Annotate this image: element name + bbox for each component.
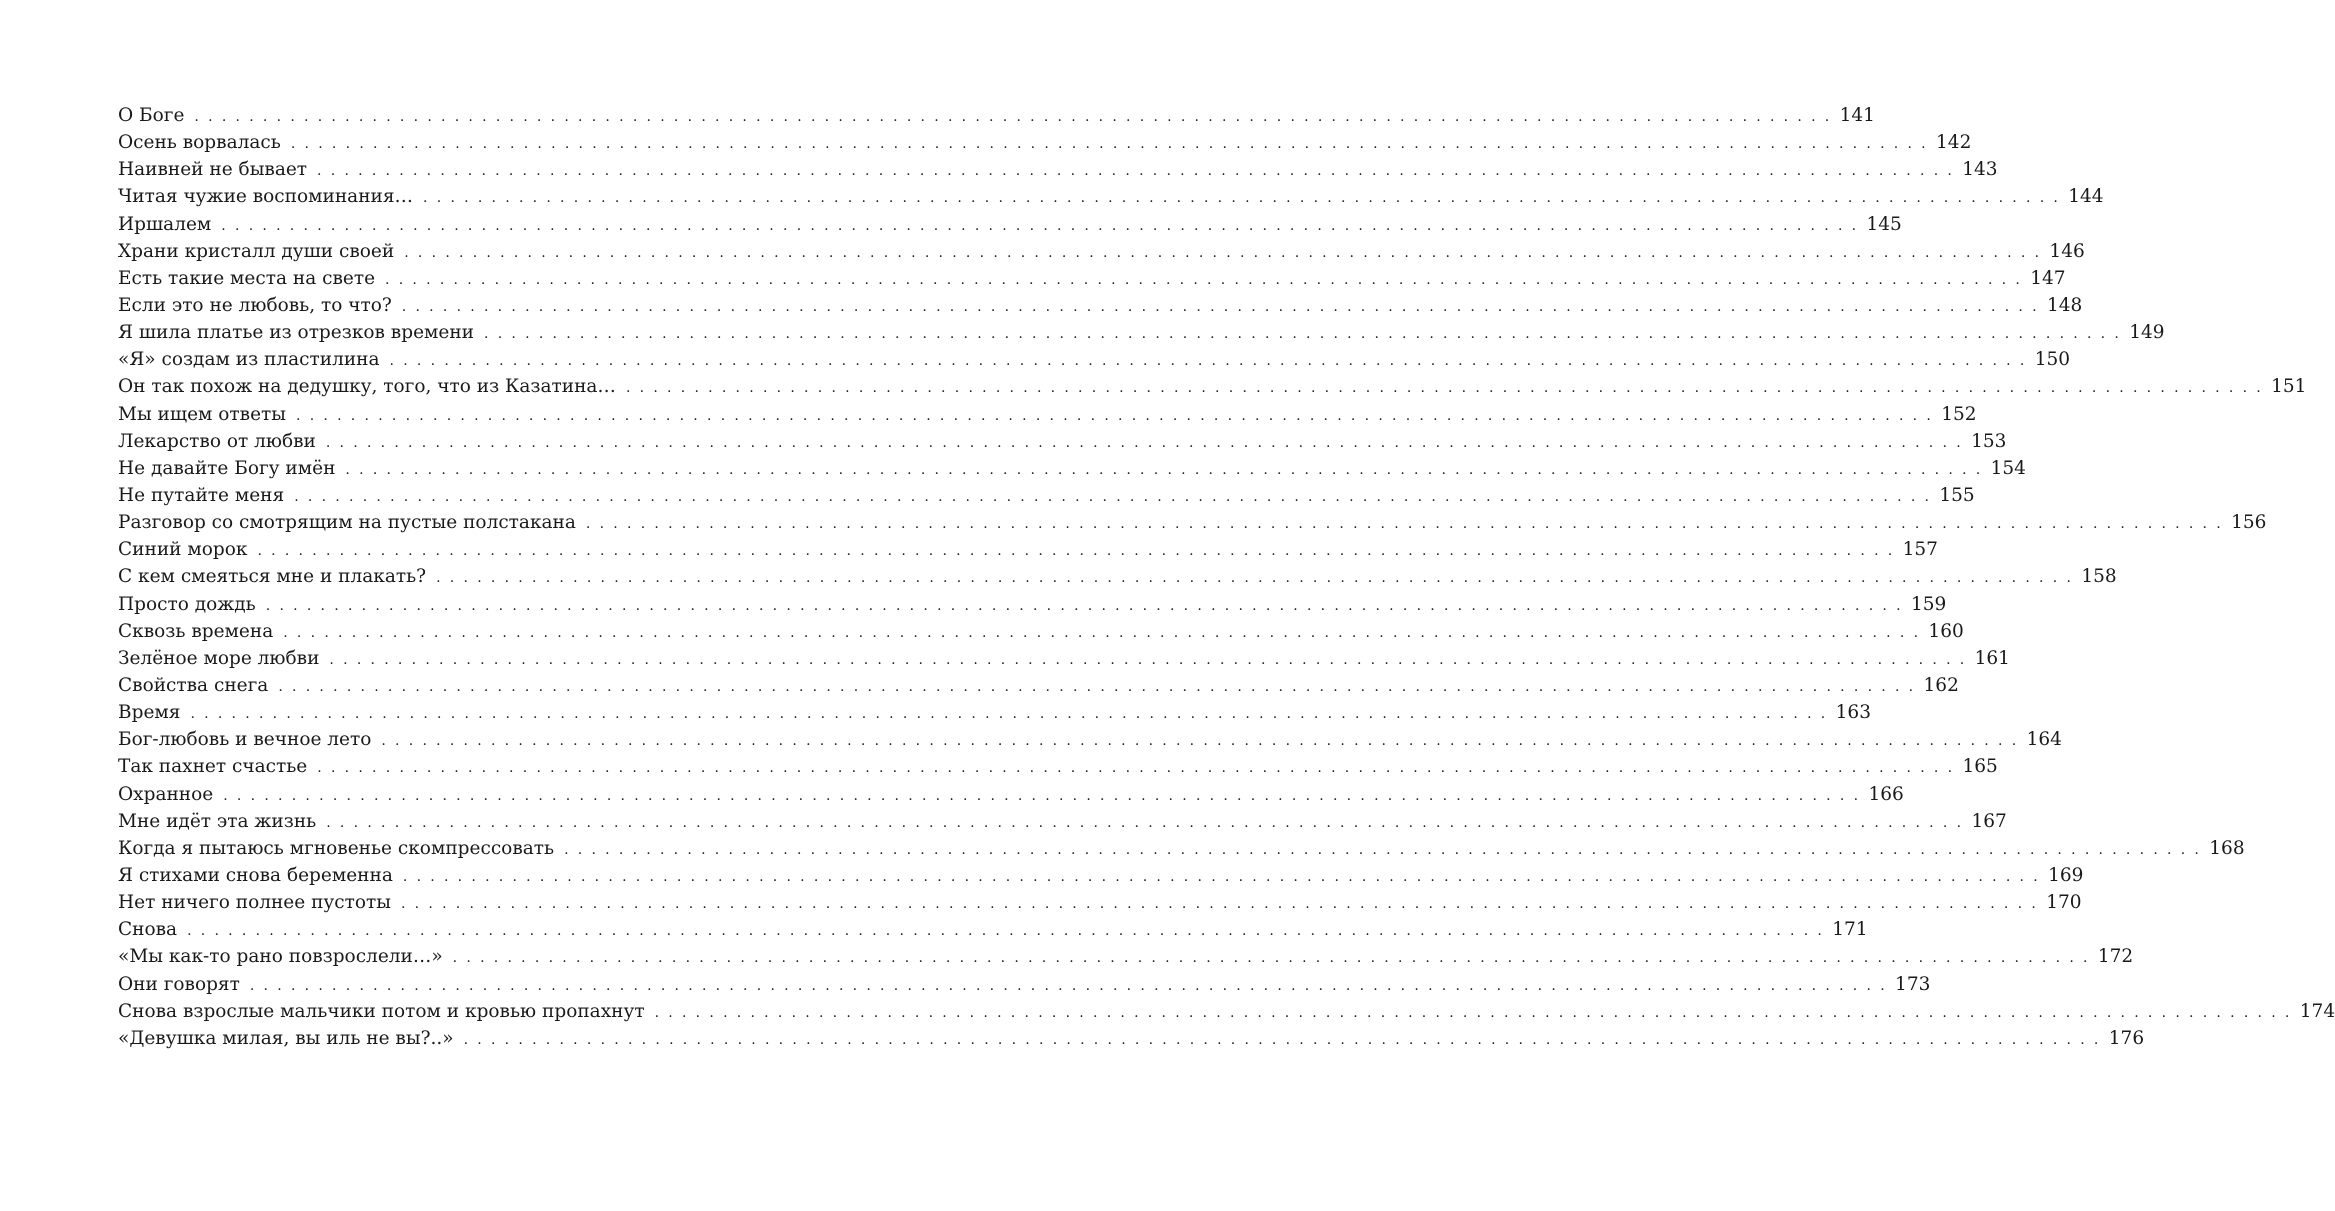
toc-entry-page-number: 158 bbox=[2081, 566, 2117, 588]
toc-entry-page-number: 176 bbox=[2108, 1027, 2145, 1049]
dot-leader: . . . . . . . . . . . . . . . . . . . . . . . . . . . . . . . . . . . . . . . . . . . . . . . . . . . . . . . . . . . . . . . . . . . . . . . . . . . . . . . . . . . . . . . . . . . . . . . . . . . . . . . . . . . . . . . . . . . . . . . . bbox=[326, 814, 1964, 831]
dot-leader: . . . . . . . . . . . . . . . . . . . . . . . . . . . . . . . . . . . . . . . . . . . . . . . . . . . . . . . . . . . . . . . . . . . . . . . . . . . . . . . . . . . . . . . . . . . . . . . . . . . . . . . . . . . . . . . . . . . . . . . . bbox=[329, 651, 1967, 668]
dot-leader: . . . . . . . . . . . . . . . . . . . . . . . . . . . . . . . . . . . . . . . . . . . . . . . . . . . . . . . . . . . . . . . . . . . . . . . . . . . . . . . . . . . . . . . . . . . . . . . . . . . . . . . . . . . . . . . . . . . . . . . . bbox=[223, 787, 1861, 804]
toc-entry[interactable] bbox=[118, 455, 2026, 482]
toc-entry[interactable] bbox=[118, 618, 1964, 645]
toc-entry[interactable] bbox=[118, 292, 2083, 319]
toc-entry-title: Снова взрослые мальчики потом и кровью пропахнут bbox=[118, 1000, 645, 1022]
dot-leader: . . . . . . . . . . . . . . . . . . . . . . . . . . . . . . . . . . . . . . . . . . . . . . . . . . . . . . . . . . . . . . . . . . . . . . . . . . . . . . . . . . . . . . . . . . . . . . . . . . . . . . . . . . . . . . . . . . . . . . . . bbox=[463, 1031, 2101, 1048]
toc-entry-title: Синий морок bbox=[118, 539, 248, 561]
toc-entry-page-number: 151 bbox=[2271, 376, 2307, 398]
dot-leader: . . . . . . . . . . . . . . . . . . . . . . . . . . . . . . . . . . . . . . . . . . . . . . . . . . . . . . . . . . . . . . . . . . . . . . . . . . . . . . . . . . . . . . . . . . . . . . . . . . . . . . . . . . . . . . . . . . . . . . . . bbox=[290, 136, 1929, 153]
toc-entry-page-number: 145 bbox=[1866, 213, 1902, 235]
toc-entry-page-number: 152 bbox=[1941, 403, 1977, 425]
toc-entry[interactable] bbox=[118, 238, 2085, 265]
toc-entry-title: Если это не любовь, то что? bbox=[118, 294, 392, 316]
toc-entry[interactable] bbox=[118, 183, 2104, 210]
toc-entry-page-number: 162 bbox=[1923, 674, 1959, 696]
dot-leader: . . . . . . . . . . . . . . . . . . . . . . . . . . . . . . . . . . . . . . . . . . . . . . . . . . . . . . . . . . . . . . . . . . . . . . . . . . . . . . . . . . . . . . . . . . . . . . . . . . . . . . . . . . . . . . . . . . . . . . . . bbox=[249, 977, 1888, 994]
dot-leader: . . . . . . . . . . . . . . . . . . . . . . . . . . . . . . . . . . . . . . . . . . . . . . . . . . . . . . . . . . . . . . . . . . . . . . . . . . . . . . . . . . . . . . . . . . . . . . . . . . . . . . . . . . . . . . . . . . . . . . . . bbox=[325, 434, 1964, 451]
toc-entry-page-number: 166 bbox=[1868, 783, 1904, 805]
dot-leader: . . . . . . . . . . . . . . . . . . . . . . . . . . . . . . . . . . . . . . . . . . . . . . . . . . . . . . . . . . . . . . . . . . . . . . . . . . . . . . . . . . . . . . . . . . . . . . . . . . . . . . . . . . . . . . . . . . . . . . . . bbox=[187, 923, 1825, 940]
toc-entry-title: Бог-любовь и вечное лето bbox=[118, 729, 372, 751]
toc-entry-title: Наивней не бывает bbox=[118, 159, 308, 181]
dot-leader: . . . . . . . . . . . . . . . . . . . . . . . . . . . . . . . . . . . . . . . . . . . . . . . . . . . . . . . . . . . . . . . . . . . . . . . . . . . . . . . . . . . . . . . . . . . . . . . . . . . . . . . . . . . . . . . . . . . . . . . . bbox=[389, 353, 2027, 370]
toc-entry-page-number: 169 bbox=[2048, 864, 2084, 886]
dot-leader: . . . . . . . . . . . . . . . . . . . . . . . . . . . . . . . . . . . . . . . . . . . . . . . . . . . . . . . . . . . . . . . . . . . . . . . . . . . . . . . . . . . . . . . . . . . . . . . . . . . . . . . . . . . . . . . . . . . . . . . . bbox=[257, 543, 1895, 560]
toc-entry-page-number: 141 bbox=[1839, 105, 1875, 126]
toc-entry-title: Читая чужие воспоминания… bbox=[118, 186, 414, 208]
toc-entry-page-number: 170 bbox=[2046, 892, 2082, 914]
toc-entry[interactable] bbox=[118, 781, 1904, 808]
toc-entry-page-number: 172 bbox=[2097, 946, 2134, 968]
toc-entry[interactable] bbox=[118, 265, 2066, 292]
toc-entry-title: Я шила платье из отрезков времени bbox=[118, 322, 475, 344]
toc-entry-title: Он так похож на дедушку, того, что из Казатина… bbox=[118, 376, 616, 398]
toc-entry-page-number: 146 bbox=[2049, 240, 2085, 262]
toc-entry-title: «Я» создам из пластилина bbox=[118, 349, 380, 371]
toc-entry-page-number: 163 bbox=[1835, 702, 1871, 724]
toc-entry[interactable] bbox=[118, 591, 1947, 618]
toc-entry-title: Разговор со смотрящим на пустые полстакана bbox=[118, 512, 576, 534]
toc-entry-title: Сквозь времена bbox=[118, 620, 274, 642]
toc-entry[interactable] bbox=[118, 916, 1868, 943]
dot-leader: . . . . . . . . . . . . . . . . . . . . . . . . . . . . . . . . . . . . . . . . . . . . . . . . . . . . . . . . . . . . . . . . . . . . . . . . . . . . . . . . . . . . . . . . . . . . . . . . . . . . . . . . . . . . . . . . . . . . . . . . bbox=[296, 407, 1934, 424]
toc-entry-page-number: 155 bbox=[1939, 484, 1975, 506]
toc-entry[interactable] bbox=[118, 699, 1871, 726]
dot-leader: . . . . . . . . . . . . . . . . . . . . . . . . . . . . . . . . . . . . . . . . . . . . . . . . . . . . . . . . . . . . . . . . . . . . . . . . . . . . . . . . . . . . . . . . . . . . . . . . . . . . . . . . . . . . . . . . . . . . . . . . bbox=[400, 896, 2039, 913]
toc-entry[interactable] bbox=[118, 971, 1931, 998]
toc-entry-title: Есть такие места на свете bbox=[118, 267, 376, 289]
toc-entry-page-number: 142 bbox=[1936, 132, 1972, 154]
toc-entry[interactable] bbox=[118, 482, 1975, 509]
toc-entry-title: Так пахнет счастье bbox=[118, 756, 308, 778]
dot-leader: . . . . . . . . . . . . . . . . . . . . . . . . . . . . . . . . . . . . . . . . . . . . . . . . . . . . . . . . . . . . . . . . . . . . . . . . . . . . . . . . . . . . . . . . . . . . . . . . . . . . . . . . . . . . . . . . . . . . . . . . bbox=[436, 570, 2074, 587]
toc-entry[interactable] bbox=[118, 726, 2062, 753]
toc-entry-title: Не путайте меня bbox=[118, 484, 285, 506]
dot-leader: . . . . . . . . . . . . . . . . . . . . . . . . . . . . . . . . . . . . . . . . . . . . . . . . . . . . . . . . . . . . . . . . . . . . . . . . . . . . . . . . . . . . . . . . . . . . . . . . . . . . . . . . . . . . . . . . . . . . . . . . bbox=[385, 271, 2023, 288]
toc-entry[interactable] bbox=[118, 563, 2117, 590]
toc-entry-title: О Боге bbox=[118, 105, 185, 126]
toc-entry-page-number: 150 bbox=[2034, 349, 2071, 371]
toc-entry-title: Они говорят bbox=[118, 973, 240, 995]
toc-entry-title: Лекарство от любви bbox=[118, 430, 316, 452]
toc-entry-page-number: 161 bbox=[1974, 647, 2010, 669]
toc-entry-page-number: 171 bbox=[1832, 919, 1868, 941]
toc-entry[interactable] bbox=[118, 211, 1902, 238]
toc-entry-page-number: 143 bbox=[1962, 159, 1998, 181]
dot-leader: . . . . . . . . . . . . . . . . . . . . . . . . . . . . . . . . . . . . . . . . . . . . . . . . . . . . . . . . . . . . . . . . . . . . . . . . . . . . . . . . . . . . . . . . . . . . . . . . . . . . . . . . . . . . . . . . . . . . . . . . bbox=[278, 678, 1916, 695]
dot-leader: . . . . . . . . . . . . . . . . . . . . . . . . . . . . . . . . . . . . . . . . . . . . . . . . . . . . . . . . . . . . . . . . . . . . . . . . . . . . . . . . . . . . . . . . . . . . . . . . . . . . . . . . . . . . . . . . . . . . . . . . bbox=[654, 1004, 2292, 1021]
toc-entry[interactable] bbox=[118, 509, 2267, 536]
toc-entry-title: «Девушка милая, вы иль не вы?..» bbox=[118, 1027, 454, 1049]
toc-entry[interactable] bbox=[118, 889, 2082, 916]
toc-entry-page-number: 144 bbox=[2068, 186, 2104, 208]
dot-leader: . . . . . . . . . . . . . . . . . . . . . . . . . . . . . . . . . . . . . . . . . . . . . . . . . . . . . . . . . . . . . . . . . . . . . . . . . . . . . . . . . . . . . . . . . . . . . . . . . . . . . . . . . . . . . . . . . . . . . . . . bbox=[283, 624, 1921, 641]
toc-entry-title: Когда я пытаюсь мгновенье скомпрессовать bbox=[118, 837, 555, 859]
dot-leader: . . . . . . . . . . . . . . . . . . . . . . . . . . . . . . . . . . . . . . . . . . . . . . . . . . . . . . . . . . . . . . . . . . . . . . . . . . . . . . . . . . . . . . . . . . . . . . . . . . . . . . . . . . . . . . . . . . . . . . . . bbox=[345, 461, 1983, 478]
toc-entry-page-number: 157 bbox=[1902, 539, 1938, 561]
toc-entry-page-number: 148 bbox=[2046, 294, 2083, 316]
toc-entry-title: Охранное bbox=[118, 783, 214, 805]
toc-entry-title: Просто дождь bbox=[118, 593, 256, 615]
dot-leader: . . . . . . . . . . . . . . . . . . . . . . . . . . . . . . . . . . . . . . . . . . . . . . . . . . . . . . . . . . . . . . . . . . . . . . . . . . . . . . . . . . . . . . . . . . . . . . . . . . . . . . . . . . . . . . . . . . . . . . . . bbox=[402, 868, 2041, 885]
dot-leader: . . . . . . . . . . . . . . . . . . . . . . . . . . . . . . . . . . . . . . . . . . . . . . . . . . . . . . . . . . . . . . . . . . . . . . . . . . . . . . . . . . . . . . . . . . . . . . . . . . . . . . . . . . . . . . . . . . . . . . . . bbox=[484, 326, 2122, 343]
toc-entry-title: «Мы как-то рано повзрослели…» bbox=[118, 946, 443, 968]
toc-entry[interactable] bbox=[118, 102, 1875, 129]
toc-entry-page-number: 165 bbox=[1962, 756, 1998, 778]
toc-entry-page-number: 164 bbox=[2026, 729, 2062, 751]
toc-entry[interactable] bbox=[118, 319, 2165, 346]
toc-entry-title: Зелёное море любви bbox=[118, 647, 320, 669]
toc-entry[interactable] bbox=[118, 373, 2307, 400]
dot-leader: . . . . . . . . . . . . . . . . . . . . . . . . . . . . . . . . . . . . . . . . . . . . . . . . . . . . . . . . . . . . . . . . . . . . . . . . . . . . . . . . . . . . . . . . . . . . . . . . . . . . . . . . . . . . . . . . . . . . . . . . bbox=[381, 733, 2019, 750]
dot-leader: . . . . . . . . . . . . . . . . . . . . . . . . . . . . . . . . . . . . . . . . . . . . . . . . . . . . . . . . . . . . . . . . . . . . . . . . . . . . . . . . . . . . . . . . . . . . . . . . . . . . . . . . . . . . . . . . . . . . . . . . bbox=[401, 298, 2039, 315]
dot-leader: . . . . . . . . . . . . . . . . . . . . . . . . . . . . . . . . . . . . . . . . . . . . . . . . . . . . . . . . . . . . . . . . . . . . . . . . . . . . . . . . . . . . . . . . . . . . . . . . . . . . . . . . . . . . . . . . . . . . . . . . bbox=[190, 706, 1828, 723]
toc-entry-title: Не давайте Богу имён bbox=[118, 457, 336, 479]
dot-leader: . . . . . . . . . . . . . . . . . . . . . . . . . . . . . . . . . . . . . . . . . . . . . . . . . . . . . . . . . . . . . . . . . . . . . . . . . . . . . . . . . . . . . . . . . . . . . . . . . . . . . . . . . . . . . . . . . . . . . . . . bbox=[221, 217, 1859, 234]
toc-entry-page-number: 156 bbox=[2231, 512, 2267, 534]
toc-entry[interactable] bbox=[118, 536, 1938, 563]
toc-entry[interactable] bbox=[118, 1025, 2145, 1052]
toc-entry[interactable] bbox=[118, 156, 1998, 183]
dot-leader: . . . . . . . . . . . . . . . . . . . . . . . . . . . . . . . . . . . . . . . . . . . . . . . . . . . . . . . . . . . . . . . . . . . . . . . . . . . . . . . . . . . . . . . . . . . . . . . . . . . . . . . . . . . . . . . . . . . . . . . . bbox=[194, 109, 1832, 125]
toc-entry-title: Мы ищем ответы bbox=[118, 403, 286, 425]
toc-entry[interactable] bbox=[118, 428, 2007, 455]
dot-leader: . . . . . . . . . . . . . . . . . . . . . . . . . . . . . . . . . . . . . . . . . . . . . . . . . . . . . . . . . . . . . . . . . . . . . . . . . . . . . . . . . . . . . . . . . . . . . . . . . . . . . . . . . . . . . . . . . . . . . . . . bbox=[265, 597, 1903, 614]
toc-entry[interactable] bbox=[118, 862, 2084, 889]
toc-entry-title: Снова bbox=[118, 919, 178, 941]
dot-leader: . . . . . . . . . . . . . . . . . . . . . . . . . . . . . . . . . . . . . . . . . . . . . . . . . . . . . . . . . . . . . . . . . . . . . . . . . . . . . . . . . . . . . . . . . . . . . . . . . . . . . . . . . . . . . . . . . . . . . . . . bbox=[317, 163, 1955, 180]
toc-entry-page-number: 147 bbox=[2030, 267, 2066, 289]
toc-entry-page-number: 167 bbox=[1971, 810, 2007, 832]
dot-leader: . . . . . . . . . . . . . . . . . . . . . . . . . . . . . . . . . . . . . . . . . . . . . . . . . . . . . . . . . . . . . . . . . . . . . . . . . . . . . . . . . . . . . . . . . . . . . . . . . . . . . . . . . . . . . . . . . . . . . . . . bbox=[452, 950, 2090, 967]
toc-entry-page-number: 168 bbox=[2209, 837, 2245, 859]
dot-leader: . . . . . . . . . . . . . . . . . . . . . . . . . . . . . . . . . . . . . . . . . . . . . . . . . . . . . . . . . . . . . . . . . . . . . . . . . . . . . . . . . . . . . . . . . . . . . . . . . . . . . . . . . . . . . . . . . . . . . . . . bbox=[404, 244, 2042, 261]
toc-entry-title: Храни кристалл души своей bbox=[118, 240, 395, 262]
toc-entry[interactable] bbox=[118, 998, 2335, 1025]
toc-entry[interactable] bbox=[118, 835, 2245, 862]
table-of-contents bbox=[118, 102, 2335, 1052]
dot-leader: . . . . . . . . . . . . . . . . . . . . . . . . . . . . . . . . . . . . . . . . . . . . . . . . . . . . . . . . . . . . . . . . . . . . . . . . . . . . . . . . . . . . . . . . . . . . . . . . . . . . . . . . . . . . . . . . . . . . . . . . bbox=[625, 380, 2264, 397]
toc-entry-title: Осень ворвалась bbox=[118, 132, 281, 154]
dot-leader: . . . . . . . . . . . . . . . . . . . . . . . . . . . . . . . . . . . . . . . . . . . . . . . . . . . . . . . . . . . . . . . . . . . . . . . . . . . . . . . . . . . . . . . . . . . . . . . . . . . . . . . . . . . . . . . . . . . . . . . . bbox=[317, 760, 1955, 777]
toc-entry-page-number: 159 bbox=[1910, 593, 1947, 615]
toc-entry-page-number: 153 bbox=[1971, 430, 2007, 452]
toc-entry-title: Мне идёт эта жизнь bbox=[118, 810, 317, 832]
toc-entry-title: С кем смеяться мне и плакать? bbox=[118, 566, 427, 588]
toc-entry[interactable] bbox=[118, 808, 2007, 835]
toc-entry-title: Нет ничего полнее пустоты bbox=[118, 892, 391, 914]
toc-entry-page-number: 154 bbox=[1990, 457, 2026, 479]
dot-leader: . . . . . . . . . . . . . . . . . . . . . . . . . . . . . . . . . . . . . . . . . . . . . . . . . . . . . . . . . . . . . . . . . . . . . . . . . . . . . . . . . . . . . . . . . . . . . . . . . . . . . . . . . . . . . . . . . . . . . . . . bbox=[423, 190, 2061, 207]
dot-leader: . . . . . . . . . . . . . . . . . . . . . . . . . . . . . . . . . . . . . . . . . . . . . . . . . . . . . . . . . . . . . . . . . . . . . . . . . . . . . . . . . . . . . . . . . . . . . . . . . . . . . . . . . . . . . . . . . . . . . . . . bbox=[585, 516, 2224, 533]
dot-leader: . . . . . . . . . . . . . . . . . . . . . . . . . . . . . . . . . . . . . . . . . . . . . . . . . . . . . . . . . . . . . . . . . . . . . . . . . . . . . . . . . . . . . . . . . . . . . . . . . . . . . . . . . . . . . . . . . . . . . . . . bbox=[564, 841, 2202, 858]
toc-entry-page-number: 173 bbox=[1895, 973, 1931, 995]
toc-entry[interactable] bbox=[118, 943, 2134, 970]
toc-entry-title: Время bbox=[118, 702, 181, 724]
toc-entry-title: Я стихами снова беременна bbox=[118, 864, 393, 886]
toc-entry-page-number: 160 bbox=[1928, 620, 1964, 642]
toc-entry[interactable] bbox=[118, 753, 1998, 780]
toc-entry[interactable] bbox=[118, 129, 1972, 156]
toc-entry[interactable] bbox=[118, 346, 2071, 373]
toc-entry-page-number: 149 bbox=[2129, 322, 2165, 344]
dot-leader: . . . . . . . . . . . . . . . . . . . . . . . . . . . . . . . . . . . . . . . . . . . . . . . . . . . . . . . . . . . . . . . . . . . . . . . . . . . . . . . . . . . . . . . . . . . . . . . . . . . . . . . . . . . . . . . . . . . . . . . . bbox=[294, 488, 1932, 505]
toc-entry-title: Свойства снега bbox=[118, 674, 269, 696]
toc-entry-page-number: 174 bbox=[2299, 1000, 2335, 1022]
toc-entry-title: Иршалем bbox=[118, 213, 212, 235]
toc-entry[interactable] bbox=[118, 401, 1977, 428]
toc-entry[interactable] bbox=[118, 672, 1959, 699]
toc-entry[interactable] bbox=[118, 645, 2010, 672]
